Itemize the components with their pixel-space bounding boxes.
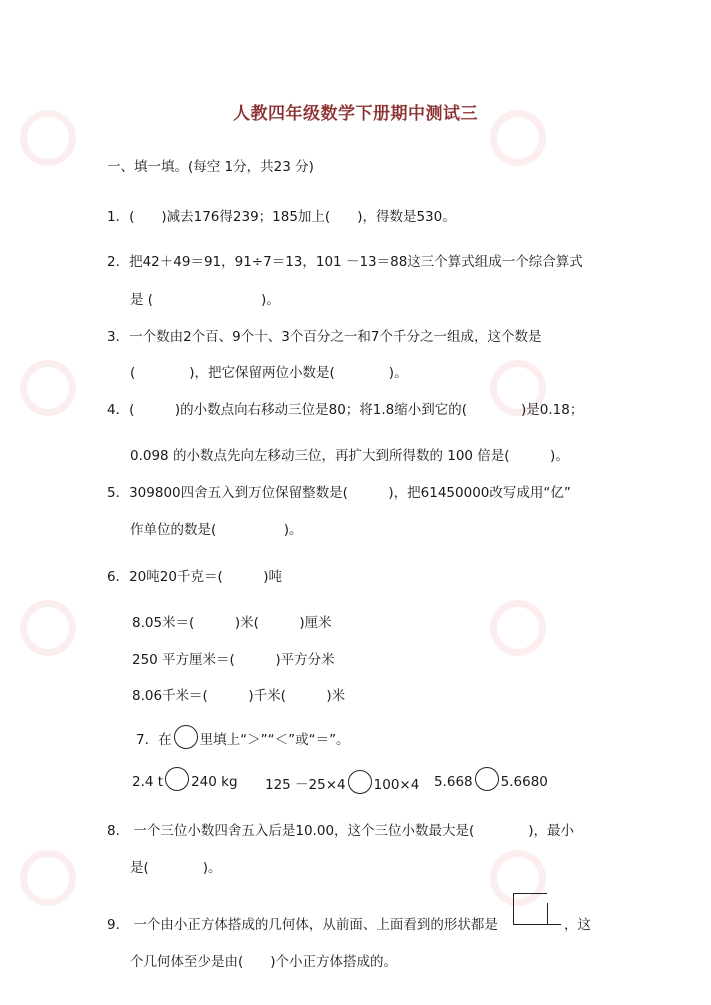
compare-item-1 xyxy=(132,773,238,791)
question-3-line-2: ( )，把它保留两位小数是( )。 xyxy=(130,365,408,381)
question-4-line-1: 4．( )的小数点向右移动三位是80；将1.8缩小到它的( )是0.18； xyxy=(107,402,584,418)
compare-2-right: 100×4 xyxy=(373,777,420,793)
answer-circle-3[interactable] xyxy=(475,767,499,791)
compare-item-2 xyxy=(265,773,419,794)
watermark-logo-icon xyxy=(20,360,76,416)
question-8-line-1: 8. 一个三位小数四舍五入后是10.00，这个三位小数最大是( )，最小 xyxy=(107,823,575,839)
question-7-instruction xyxy=(136,728,350,749)
page-title: 人教四年级数学下册期中测试三 xyxy=(233,104,478,124)
question-7-suffix: 里填上“＞”“＜”或“＝”。 xyxy=(199,732,350,748)
compare-3-left: 5.668 xyxy=(434,774,473,790)
question-3-line-1: 3．一个数由2个百、9个十、3个百分之一和7个千分之一组成，这个数是 xyxy=(107,329,542,345)
question-9-line-2: 个几何体至少是由( )个小正方体搭成的。 xyxy=(130,954,398,970)
question-6-line-3: 250 平方厘米＝( )平方分米 xyxy=(132,652,335,668)
question-6-line-2: 8.05米＝( )米( )厘米 xyxy=(132,615,332,631)
blank-circle-icon xyxy=(174,725,198,749)
watermark-logo-icon xyxy=(20,600,76,656)
question-2-line-2: 是 ( )。 xyxy=(130,292,280,308)
answer-circle-2[interactable] xyxy=(348,770,372,794)
answer-circle-1[interactable] xyxy=(165,767,189,791)
compare-1-right: 240 kg xyxy=(191,774,238,790)
compare-1-left: 2.4 t xyxy=(132,774,164,790)
section-heading: 一、填一填。(每空 1分，共23 分) xyxy=(107,159,314,175)
question-6-line-1: 6．20吨20千克＝( )吨 xyxy=(107,569,282,585)
question-9-line-1-start: 9. 一个由小正方体搭成的几何体，从前面、上面看到的形状都是 xyxy=(107,917,498,933)
watermark-logo-icon xyxy=(20,850,76,906)
question-6-line-4: 8.06千米＝( )千米( )米 xyxy=(132,688,346,704)
question-9-line-1-end: ，这 xyxy=(564,917,591,933)
question-5-line-1: 5．309800四舍五入到万位保留整数是( )，把61450000改写成用“亿” xyxy=(107,485,571,501)
question-5-line-2: 作单位的数是( )。 xyxy=(130,522,303,538)
question-7-prefix: 7．在 xyxy=(136,732,172,748)
compare-3-right: 5.6680 xyxy=(500,774,548,790)
question-1: 1．( )减去176得239；185加上( )，得数是530。 xyxy=(107,209,456,225)
question-2-line-1: 2．把42＋49＝91，91÷7＝13，101 －13＝88这三个算式组成一个综合算式 xyxy=(107,254,583,270)
compare-item-3 xyxy=(434,773,548,791)
geometry-shape-figure xyxy=(513,893,561,925)
question-8-line-2: 是( )。 xyxy=(130,860,222,876)
question-4-line-2: 0.098 的小数点先向左移动三位，再扩大到所得数的 100 倍是( )。 xyxy=(130,448,569,464)
compare-2-left: 125 －25×4 xyxy=(265,777,346,793)
watermark-logo-icon xyxy=(490,600,546,656)
